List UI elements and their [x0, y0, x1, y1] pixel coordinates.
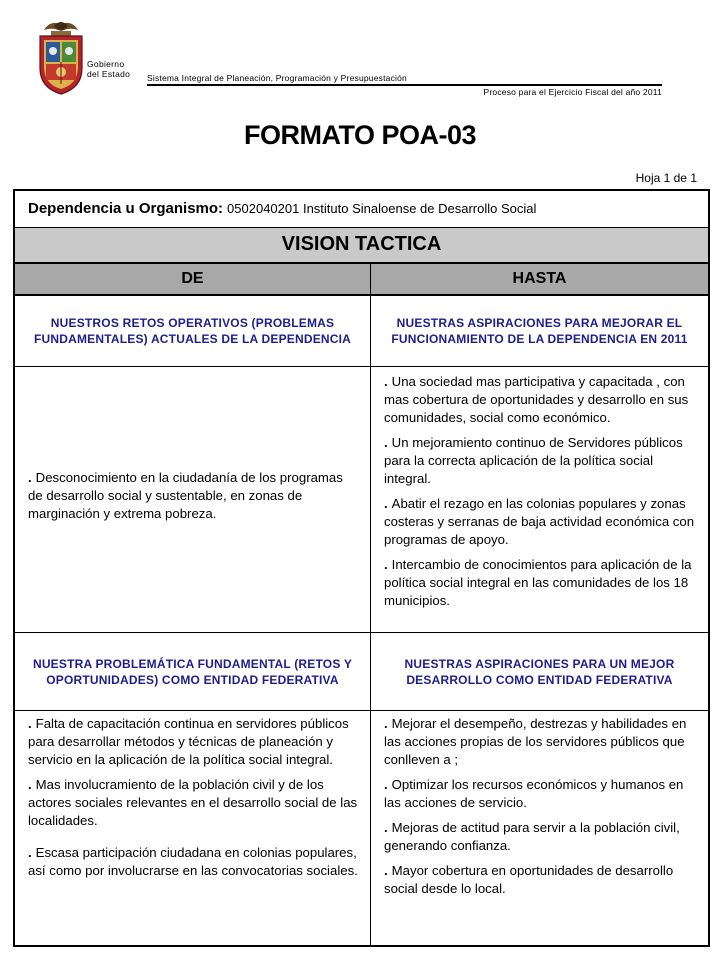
list-item: . Escasa participación ciudadana en colonias populares, así como por involucrarse en las convocatorias sociales.: [28, 845, 358, 878]
header-rule: [147, 84, 662, 86]
page-number: Hoja 1 de 1: [635, 171, 697, 185]
vision-title-row: [15, 228, 708, 264]
vision-table: [13, 189, 710, 947]
section1-header-row: [15, 296, 708, 367]
section2-de-body: [15, 711, 371, 945]
gobierno-line-1: Gobierno: [87, 59, 125, 69]
section1-de-header: NUESTROS RETOS OPERATIVOS (PROBLEMAS FUNDAMENTALES) ACTUALES DE LA DEPENDENCIA: [15, 296, 371, 366]
state-coat-of-arms-icon: [36, 18, 86, 96]
dependencia-value: 0502040201 Instituto Sinaloense de Desarrollo Social: [227, 201, 537, 216]
section1-hasta-header: NUESTRAS ASPIRACIONES PARA MEJORAR EL FUNCIONAMIENTO DE LA DEPENDENCIA EN 2011: [391, 316, 688, 346]
list-item: . Un mejoramiento continuo de Servidores públicos para la correcta aplicación de la política social integral.: [384, 435, 683, 486]
list-item: . Abatir el rezago en las colonias populares y zonas costeras y serranas de baja actividad económica con programas de apoyo.: [384, 496, 695, 547]
section2-body-row: [15, 711, 708, 945]
column-hasta: HASTA: [512, 270, 567, 287]
section1-hasta-body: [371, 367, 708, 632]
gobierno-label: [87, 59, 130, 79]
section1-de-body: [15, 367, 371, 632]
system-name: Sistema Integral de Planeación, Programación y Presupuestación: [147, 73, 407, 83]
list-item: . Optimizar los recursos económicos y humanos en las acciones de servicio.: [384, 777, 684, 810]
dependencia: [28, 200, 536, 217]
list-item: . Desconocimiento en la ciudadanía de los programas de desarrollo social y sustentable, en zonas de marginación y extrema pobreza.: [28, 470, 343, 521]
section2-header-row: [15, 633, 708, 711]
section2-de-header: NUESTRA PROBLEMÁTICA FUNDAMENTAL (RETOS Y OPORTUNIDADES) COMO ENTIDAD FEDERATIVA: [15, 633, 371, 710]
section1-body-row: [15, 367, 708, 633]
list-item: . Mas involucramiento de la población civil y de los actores sociales relevantes en el desarrollo social de las localidades.: [28, 777, 358, 828]
vision-title: VISION TACTICA: [281, 233, 442, 255]
list-item: . Mejoras de actitud para servir a la población civil, generando confianza.: [384, 820, 680, 853]
list-item: . Falta de capacitación continua en servidores públicos para desarrollar métodos y técnicas de planeación y servicio en la aplicación de la política social integral.: [28, 716, 349, 767]
dependencia-label: Dependencia u Organismo:: [28, 200, 224, 217]
process-label: Proceso para el Ejercicio Fiscal del año 2011: [483, 87, 662, 97]
page-title: FORMATO POA-03: [243, 120, 477, 150]
list-item: . Intercambio de conocimientos para aplicación de la política social integral en las comunidades de los 18 municipios.: [384, 557, 692, 608]
dependencia-row: [15, 191, 708, 228]
list-item: . Una sociedad mas participativa y capacitada , con mas cobertura de oportunidades y desarrollo en sus comunidades, social como económico.: [384, 374, 689, 425]
list-item: . Mejorar el desempeño, destrezas y habilidades en las acciones propias de los servidores públicos que conlleven a ;: [384, 716, 687, 767]
section2-hasta-body: [371, 711, 708, 945]
column-de: DE: [15, 264, 371, 294]
section2-hasta-header: NUESTRAS ASPIRACIONES PARA UN MEJOR DESARROLLO COMO ENTIDAD FEDERATIVA: [404, 656, 675, 687]
list-item: . Mayor cobertura en oportunidades de desarrollo social desde lo local.: [384, 863, 674, 896]
gobierno-line-2: del Estado: [87, 69, 131, 79]
column-header-row: [15, 264, 708, 296]
